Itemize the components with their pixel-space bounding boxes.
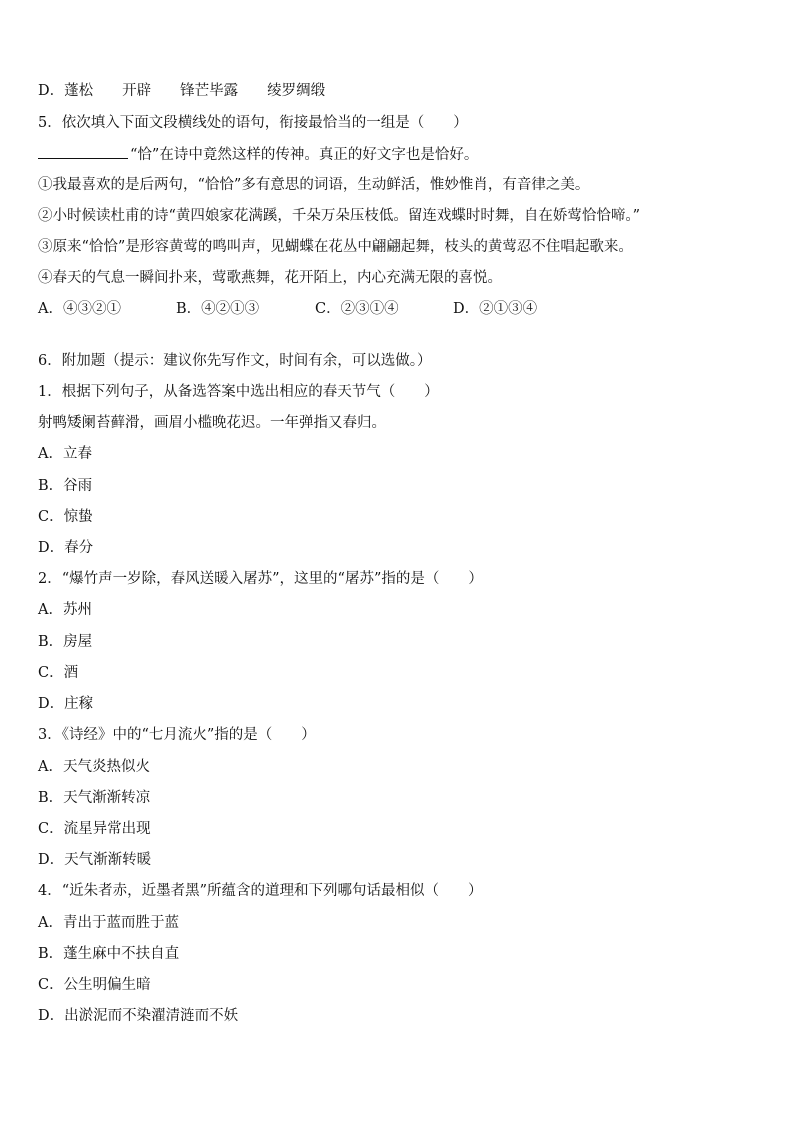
q5-option-d: D．②①③④: [453, 301, 538, 317]
q5-passage: “恰”在诗中竟然这样的传神。真正的好文字也是恰好。: [130, 147, 479, 163]
q5-option-b: B．④②①③: [176, 301, 260, 317]
q5-passage-line: [38, 144, 478, 165]
q5-sentence-4: ④春天的气息一瞬间扑来，莺歌燕舞，花开陌上，内心充满无限的喜悦。: [38, 270, 502, 286]
q6-2-option-d: D．庄稼: [38, 696, 94, 712]
q6-1-option-c: C．惊蛰: [38, 509, 93, 525]
q6-2-stem: 2．“爆竹声一岁除，春风送暖入屠苏”，这里的“屠苏”指的是（ ）: [38, 571, 483, 587]
q6-3-stem: 3．《诗经》中的“七月流火”指的是（ ）: [38, 727, 316, 743]
q5-sentence-2: ②小时候读杜甫的诗“黄四娘家花满蹊，千朵万朵压枝低。留连戏蝶时时舞，自在娇莺恰恰啼。”: [38, 208, 641, 224]
q6-1-sentence: 射鸭矮阑苔藓滑，画眉小槛晚花迟。一年弹指又春归。: [38, 415, 386, 431]
q6-1-option-d: D．春分: [38, 540, 94, 556]
q6-1-stem: 1．根据下列句子，从备选答案中选出相应的春天节气（ ）: [38, 384, 439, 400]
q6-2-option-a: A．苏州: [38, 602, 92, 618]
q6-3-option-c: C．流星异常出现: [38, 821, 151, 837]
q6-4-option-a: A．青出于蓝而胜于蓝: [38, 915, 179, 931]
q6-1-option-a: A．立春: [38, 446, 92, 462]
q6-stem: 6．附加题（提示：建议你先写作文，时间有余，可以选做。）: [38, 353, 432, 369]
q6-4-option-c: C．公生明偏生暗: [38, 977, 151, 993]
q5-option-c: C．②③①④: [315, 301, 399, 317]
q6-2-option-c: C．酒: [38, 665, 79, 681]
q4-option-d: D．蓬松 开辟 锋芒毕露 绫罗绸缎: [38, 83, 326, 99]
q6-1-option-b: B．谷雨: [38, 478, 93, 494]
q6-3-option-b: B．天气渐渐转凉: [38, 790, 151, 806]
q5-stem: 5．依次填入下面文段横线处的语句，衔接最恰当的一组是（ ）: [38, 115, 468, 131]
q6-4-stem: 4．“近朱者赤，近墨者黑”所蕴含的道理和下列哪句话最相似（ ）: [38, 883, 483, 899]
q5-sentence-1: ①我最喜欢的是后两句，“恰恰”多有意思的词语，生动鲜活，惟妙惟肖，有音律之美。: [38, 177, 590, 193]
q6-4-option-d: D．出淤泥而不染濯清涟而不妖: [38, 1008, 239, 1024]
q6-4-option-b: B．蓬生麻中不扶自直: [38, 946, 180, 962]
q5-sentence-3: ③原来“恰恰”是形容黄莺的鸣叫声，见蝴蝶在花丛中翩翩起舞，枝头的黄莺忍不住唱起歌来。: [38, 239, 633, 255]
q6-3-option-a: A．天气炎热似火: [38, 759, 150, 775]
q5-option-a: A．④③②①: [38, 301, 121, 317]
fill-blank: [38, 144, 128, 159]
q6-2-option-b: B．房屋: [38, 634, 93, 650]
q6-3-option-d: D．天气渐渐转暖: [38, 852, 152, 868]
